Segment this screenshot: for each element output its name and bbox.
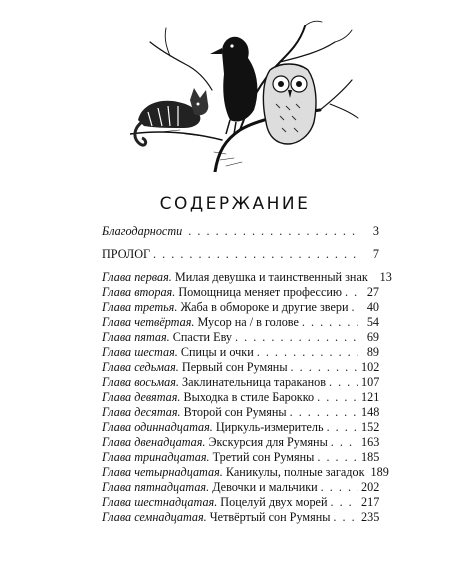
toc-row-label: Глава шестая. [102, 345, 178, 359]
toc-row-label: Глава третья. [102, 300, 178, 314]
toc-row-title: ПРОЛОГ [102, 247, 151, 261]
toc-row-title: Милая девушка и таинственный знак [174, 270, 368, 284]
toc-row-page: 3 [372, 224, 379, 238]
toc-row[interactable] [102, 285, 379, 299]
toc-row-title: Спасти Еву [172, 330, 233, 344]
toc-row-label: Глава шестнадцатая. [102, 495, 218, 509]
toc-row-page: 40 [366, 300, 379, 314]
toc-row-label: Глава пятнадцатая. [102, 480, 210, 494]
toc-row-page: 89 [366, 345, 379, 359]
toc-row[interactable] [102, 270, 392, 284]
toc-row-label: Глава первая. [102, 270, 172, 284]
toc-row-title: Экскурсия для Румяны [208, 435, 328, 449]
toc-row-page: 13 [379, 270, 392, 284]
toc-row-label: Глава семнадцатая. [102, 510, 207, 524]
toc-row-page: 217 [361, 495, 380, 509]
toc-row[interactable] [102, 495, 379, 509]
toc-row-page: 69 [366, 330, 379, 344]
toc-row-label: Глава одиннадцатая. [102, 420, 213, 434]
toc-row-title: Четвёртый сон Румяны [209, 510, 331, 524]
toc-row[interactable] [102, 345, 379, 359]
toc-row[interactable] [102, 420, 379, 434]
toc-row-label: Глава девятая. [102, 390, 181, 404]
toc-row-title: Мусор на / в голове [197, 315, 299, 329]
toc-row-title: Девочки и мальчики [212, 480, 318, 494]
toc-row[interactable] [102, 390, 379, 404]
toc-row[interactable] [102, 360, 379, 374]
toc-row-title: Второй сон Румяны [183, 405, 287, 419]
toc-row[interactable] [102, 465, 389, 479]
toc-row-page: 148 [361, 405, 380, 419]
toc-row-title: Спицы и очки [180, 345, 254, 359]
toc-row-label: Глава десятая. [102, 405, 181, 419]
owl-icon [263, 64, 316, 144]
toc-row-label: Глава четвёртая. [102, 315, 195, 329]
toc-row[interactable] [102, 315, 379, 329]
toc-row-label: Глава седьмая. [102, 360, 179, 374]
toc-row-title: Жаба в обмороке и другие звери [180, 300, 349, 314]
toc-row-page: 189 [370, 465, 389, 479]
toc-row-label: Благодарности [102, 224, 183, 238]
toc-row-label: Глава тринадцатая. [102, 450, 210, 464]
toc-row[interactable] [102, 330, 379, 344]
toc-row[interactable] [102, 247, 379, 261]
cat-icon [135, 88, 208, 145]
toc-row-page: 152 [361, 420, 380, 434]
toc-row[interactable] [102, 435, 379, 449]
toc-row-page: 54 [366, 315, 379, 329]
toc-row-page: 163 [361, 435, 380, 449]
toc-row-page: 235 [361, 510, 380, 524]
page-title: СОДЕРЖАНИЕ [159, 194, 311, 215]
toc-row-page: 185 [361, 450, 380, 464]
toc-row[interactable] [102, 224, 379, 238]
toc-row[interactable] [102, 510, 379, 524]
toc-row-title: Каникулы, полные загадок [225, 465, 365, 479]
raven-icon [210, 37, 257, 134]
toc-row-label: Глава вторая. [102, 285, 176, 299]
toc-row-page: 107 [361, 375, 380, 389]
toc-row-page: 202 [361, 480, 380, 494]
toc-row[interactable] [102, 450, 379, 464]
toc-row-title: Помощница меняет профессию [178, 285, 343, 299]
toc-row-page: 121 [361, 390, 380, 404]
toc-row-page: 27 [366, 285, 379, 299]
toc-row-label: Глава пятая. [102, 330, 170, 344]
toc-row[interactable] [102, 405, 379, 419]
toc-row-title: Поцелуй двух морей [220, 495, 328, 509]
toc-row-label: Глава восьмая. [102, 375, 179, 389]
toc-row-title: Заклинательница тараканов [182, 375, 326, 389]
toc-row[interactable] [102, 300, 379, 314]
toc-row-page: 102 [361, 360, 380, 374]
toc-row[interactable] [102, 375, 379, 389]
illustration [130, 12, 360, 172]
toc-row[interactable] [102, 480, 379, 494]
toc-row-title: Циркуль-измеритель [215, 420, 324, 434]
toc-row-title: Первый сон Румяны [181, 360, 288, 374]
toc-row-page: 7 [372, 247, 379, 261]
toc-row-label: Глава четырнадцатая. [102, 465, 223, 479]
toc-row-label: Глава двенадцатая. [102, 435, 206, 449]
toc-row-title: Выходка в стиле Барокко [183, 390, 315, 404]
toc-row-title: Третий сон Румяны [212, 450, 315, 464]
